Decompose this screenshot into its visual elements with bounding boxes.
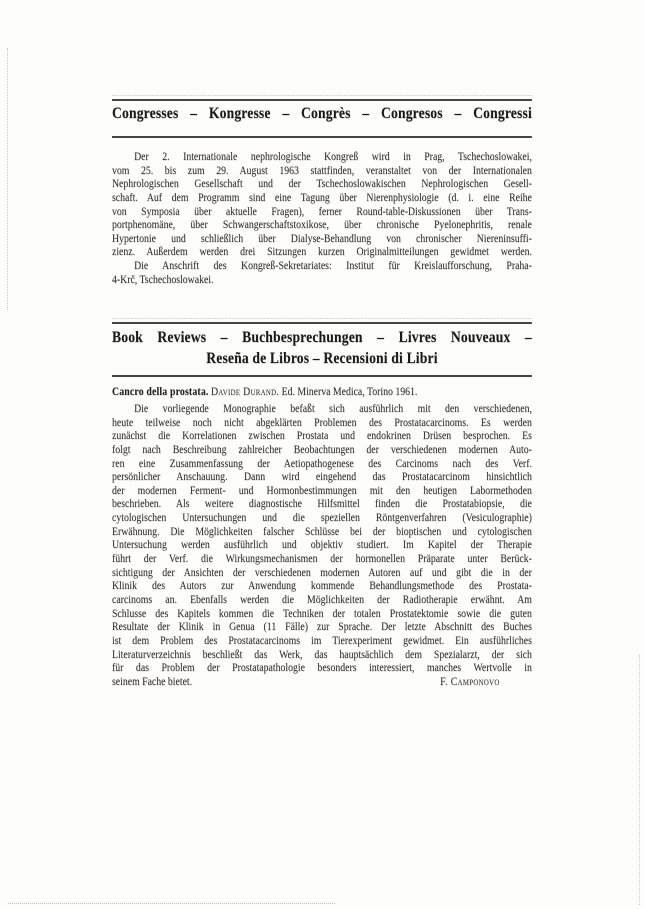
ghost-rule: [112, 318, 532, 319]
text-line: zunächst die Korrelationen zwischen Prostata und endokrinen Drüsen besprochen. Es: [112, 430, 532, 443]
text-line: Die Anschrift des Kongreß-Sekretariates: Institut für Kreislaufforschung, Praha-: [134, 260, 532, 272]
text-line: Die vorliegende Monographie befaßt sich ausführlich mit den verschiedenen,: [134, 403, 532, 415]
text-line: carcinoms an. Ebenfalls werden die Möglichkeiten der Radiotherapie erwähnt. Am: [112, 593, 532, 606]
text-line: folgt nach Beschreibung zahlreicher Beobachtungen der verschiedenen modernen Auto-: [112, 443, 532, 456]
text-line: Klinik des Autors zur Anwendung kommende Behandlungsmethode des Prostata-: [112, 580, 532, 593]
review-closing-text: seinem Fache bietet.: [112, 676, 193, 688]
text-line: der modernen Ferment- und Hormonbestimmungen mit den heutigen Labormethoden: [112, 484, 532, 497]
text-line: ist dem Problem des Prostatacarcinoms im Tierexperiment gewidmet. Ein ausführliches: [112, 634, 532, 647]
scan-edge-artifact-right: [639, 655, 640, 905]
congresses-bottom-rule: [112, 136, 532, 138]
text-line: portphenomäne, über Schwangerschaftstoxikose, über chronische Pyelonephritis, renale: [112, 219, 532, 232]
text-line: 4-Krč, Tschechoslowakei.: [112, 273, 214, 286]
text-line: führt der Verf. die Wirkungsmechanismen der hormonellen Präparate unter Berück-: [112, 553, 532, 566]
text-line: vom 25. bis zum 29. August 1963 stattfinden, veranstaltet von der Internationalen: [112, 164, 532, 177]
page-content: [112, 0, 532, 909]
review-body: [112, 403, 532, 676]
reviewer-signature: F. Camponovo: [440, 676, 500, 688]
text-line: Der 2. Internationale nephrologische Kongreß wird in Prag, Tschechoslowakei,: [134, 151, 532, 163]
text-line: ren eine Zusammenfassung der Aetiopathogenese des Carcinoms nach des Verf.: [112, 457, 532, 470]
book-reviews-heading-line2: Reseña de Libros – Recensioni di Libri: [206, 350, 438, 367]
text-line: für das Problem der Prostatapathologie besonders interessiert, manches Wertvolle in: [112, 662, 532, 675]
review-book-title: Cancro della prostata.: [112, 386, 209, 398]
congresses-heading: Congresses – Kongresse – Congrès – Congresos – Congressi: [112, 105, 532, 122]
book-reviews-heading-line1: Book Reviews – Buchbesprechungen – Livres Nouveaux –: [112, 329, 532, 346]
text-line: Erwähnung. Die Möglichkeiten falscher Schlüsse bei der bioptischen und cytologischen: [112, 525, 532, 538]
text-line: Literaturverzeichnis beschließt das Werk, das hauptsächlich dem Spezialarzt, der sich: [112, 648, 532, 661]
review-title: [112, 386, 532, 400]
text-line: persönlicher Anschauung. Dann wird eingehend das Prostatacarcinom hinsichtlich: [112, 471, 532, 484]
book-reviews-heading: [112, 327, 532, 369]
review-author: Davide Durand.: [210, 386, 280, 398]
text-line: Nephrologischen Gesellschaft und der Tschechoslowakischen Nephrologischen Gesell-: [112, 178, 532, 191]
text-line: heute teilweise noch nicht abgeklärten Problemen des Prostatacarcinoms. Es werden: [112, 416, 532, 429]
congress-paragraph-2: [112, 260, 532, 287]
text-line: schaft. Auf dem Programm sind eine Tagung über Nierenphysiologie (d. i. eine Reihe: [112, 191, 532, 204]
text-line: Schlusse des Kapitels kommen die Techniken der totalen Prostatektomie sowie die guten: [112, 607, 532, 620]
text-line: Untersuchung werden ausführlich und objektiv studiert. Im Kapitel der Therapie: [112, 539, 532, 552]
review-closing-row: [112, 676, 532, 690]
text-line: cytologischen Untersuchungen und die speziellen Röntgenverfahren (Vesiculographie): [112, 512, 532, 525]
scan-edge-artifact-left: [7, 48, 8, 310]
congresses-top-rule: [112, 99, 532, 101]
ghost-rule: [112, 95, 532, 96]
text-line: Resultate der Klinik in Genua (11 Fälle) zur Sprache. Der letzte Abschnitt des Buches: [112, 621, 532, 634]
book-reviews-bottom-rule: [112, 375, 532, 377]
book-reviews-top-rule: [112, 322, 532, 324]
text-line: beschrieben. Als weitere diagnostische Hilfsmittel finden die Prostatabiopsie, die: [112, 498, 532, 511]
review-publisher: Ed. Minerva Medica, Torino 1961.: [281, 386, 418, 398]
congress-paragraph-1: [112, 151, 532, 260]
text-line: von Symposia über aktuelle Fragen), ferner Round-table-Diskussionen über Trans-: [112, 205, 532, 218]
text-line: Hypertonie und schließlich über Dialyse-Behandlung von chronischer Niereninsuffi-: [112, 232, 532, 245]
text-line: zienz. Außerdem werden drei Sitzungen kurzen Originalmitteilungen gewidmet werden.: [112, 246, 532, 259]
text-line: sichtigung der Ansichten der verschiedenen modernen Autoren auf und gibt die in der: [112, 566, 532, 579]
